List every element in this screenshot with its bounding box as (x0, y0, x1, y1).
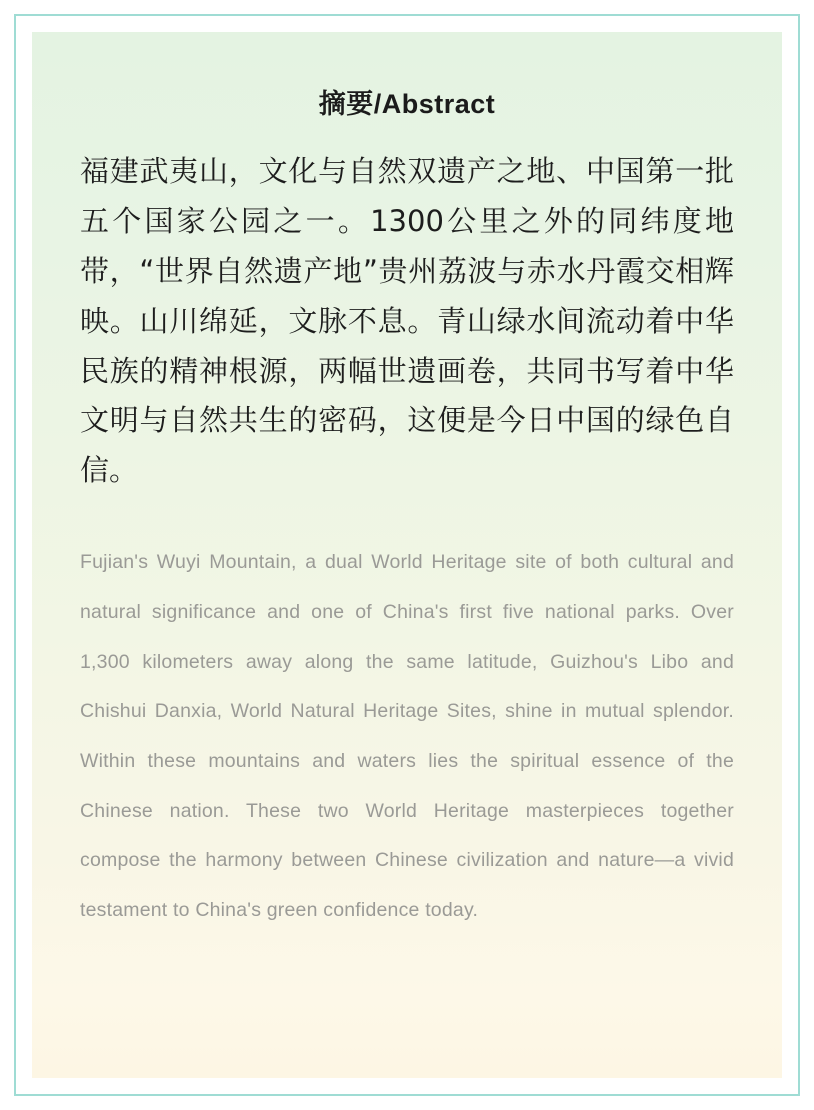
abstract-english-text: Fujian's Wuyi Mountain, a dual World Heritage site of both cultural and natural significance and one of China's first five national parks. Over 1,300 kilometers away along the same latitude, Guizhou's Libo and Chishui Danxia, World Natural Heritage Sites, shine in mutual splendor. Within these mountains and waters lies the spiritual essence of the Chinese nation. These two World Heritage masterpieces together compose the harmony between Chinese civilization and nature—a vivid testament to China's green confidence today. (80, 551, 734, 922)
abstract-chinese-text: 福建武夷山，文化与自然双遗产之地、中国第一批五个国家公园之一。1300公里之外的同纬度地带，“世界自然遗产地”贵州荔波与赤水丹霞交相辉映。山川绵延，文脉不息。青山绿水间流动着中华民族的精神根源，两幅世遗画卷，共同书写着中华文明与自然共生的密码，这便是今日中国的绿色自信。 (80, 154, 734, 488)
abstract-card (32, 32, 782, 1078)
page-title: 摘要/Abstract (318, 89, 496, 119)
decorative-border-frame (14, 14, 800, 1096)
